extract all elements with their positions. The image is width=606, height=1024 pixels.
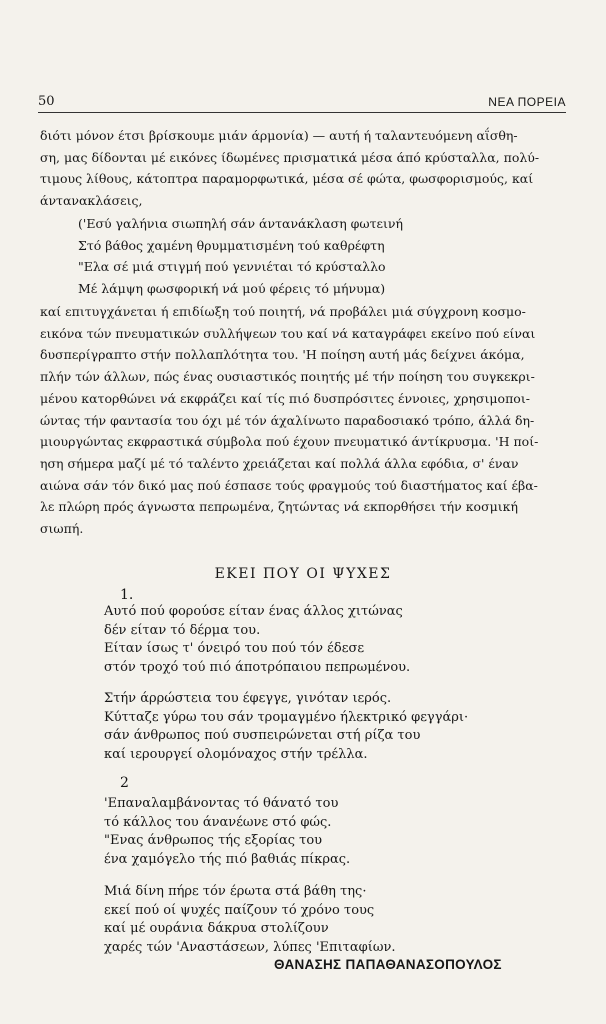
verse-line: Είταν ίσως τ' όνειρό του πού τόν έδεσε: [104, 641, 365, 657]
quoted-verse: [78, 213, 403, 299]
verse-line: Αυτό πού φορούσε είταν ένας άλλος χιτώνας: [104, 604, 403, 619]
text-line: άντανακλάσεις,: [40, 193, 143, 209]
author-signature: ΘΑΝΑΣΗΣ ΠΑΠΑΘΑΝΑΣΟΠΟΥΛΟΣ: [274, 957, 502, 972]
verse-line: καί ιερουργεί ολομόναχος στήν τρέλλα.: [104, 746, 368, 762]
verse-line: ('Εσύ γαλήνια σιωπηλή σάν άντανάκλαση φωτεινή: [78, 216, 403, 231]
paragraph-2: [40, 301, 568, 540]
verse-line: χαρές τών 'Αναστάσεων, λύπες 'Επιταφίων.: [104, 939, 396, 955]
text-line: ώντας τήν φαντασία του όχι μέ τόν άχαλίνωτο παραδοσιακό τρόπο, άλλά δη-: [40, 412, 535, 428]
paragraph-1: [40, 125, 568, 212]
page-header: [38, 92, 566, 113]
verse-line: εκεί πού οί ψυχές παίζουν τό χρόνο τους: [104, 902, 375, 918]
text-line: δυσπερίγραπτο στήν πολλαπλότητα του. 'Η ποίηση αυτή μάς δείχνει άκόμα,: [40, 347, 525, 363]
running-title: ΝΕΑ ΠΟΡΕΙΑ: [488, 95, 566, 109]
verse-line: σάν άνθρωπος πού συσπειρώνεται στή ρίζα του: [104, 728, 421, 744]
poem-title: ΕΚΕΙ ΠΟΥ ΟΙ ΨΥΧΕΣ: [214, 566, 392, 582]
text-line: ηση σήμερα μαζί μέ τό ταλέντο χρειάζεται καί πολλά άλλα εφόδια, σ' έναν: [40, 455, 519, 471]
text-line: μιουργώντας εκφραστικά σύμβολα πού έχουν πνευματικό άντίκρυσμα. 'Η ποί-: [40, 434, 539, 450]
text-line: διότι μόνον έτσι βρίσκουμε μιάν άρμονία) — αυτή ή ταλαντευόμενη αΐσθη-: [40, 128, 518, 143]
verse-line: Στό βάθος χαμένη θρυμματισμένη τού καθρέφτη: [78, 237, 385, 253]
text-line: εικόνα τών πνευματικών συλλήψεων του καί νά καταγράφει εκείνο πού είναι: [40, 325, 536, 341]
text-line: μένου κατορθώνει νά εκφράζει καί τίς πιό δυσπρόσιτες έννοιες, χρησιμοποι-: [40, 390, 530, 406]
verse-line: Μέ λάμψη φωσφορική νά μού φέρεις τό μήνυμα): [78, 280, 386, 296]
text-line: τιμους λίθους, κάτοπτρα παραμορφωτικά, μέσα σέ φώτα, φωσφορισμούς, καί: [40, 171, 534, 187]
verse-line: Στήν άρρώστεια του έφεγγε, γινόταν ιερός.: [104, 691, 392, 706]
poem-section-number: 2: [120, 775, 129, 791]
verse-line: τό κάλλος του άνανέωνε στό φώς.: [104, 814, 332, 830]
verse-line: ένα χαμόγελο τής πιό βαθιάς πίκρας.: [104, 851, 351, 867]
verse-line: 'Επαναλαμβάνοντας τό θάνατό του: [104, 796, 339, 811]
text-line: αιώνα σάν τόν δικό μας πού έσπασε τούς φραγμούς τού διαστήματος καί έβα-: [40, 477, 538, 493]
stanza: [104, 795, 350, 869]
text-line: καί επιτυγχάνεται ή επιδίωξη τού ποιητή, νά προβάλει μιά σύγχρονη κοσμο-: [40, 304, 526, 319]
verse-line: "Ελα σέ μιά στιγμή πού γεννιέται τό κρύσταλλο: [78, 259, 386, 274]
poem-section-number: 1.: [120, 587, 134, 603]
stanza: [104, 883, 395, 957]
page-number: 50: [38, 94, 55, 109]
stanza: [104, 690, 468, 764]
stanza: [104, 603, 410, 677]
verse-line: "Ενας άνθρωπος τής εξορίας του: [104, 833, 323, 849]
text-line: λε πλώρη πρός άγνωστα πεπρωμένα, ζητώντας νά εκπορθήσει τήν κοσμική: [40, 499, 518, 515]
text-line: ση, μας δίδονται μέ εικόνες ίδωμένες πρισματικά μέσα άπό κρύσταλλα, πολύ-: [40, 149, 540, 165]
verse-line: Κύτταζε γύρω του σάν τρομαγμένο ήλεκτρικό φεγγάρι·: [104, 709, 469, 725]
verse-line: δέν είταν τό δέρμα του.: [104, 622, 261, 638]
verse-line: στόν τροχό τού πιό άποτρόπαιου πεπρωμένου.: [104, 659, 411, 675]
verse-line: Μιά δίνη πήρε τόν έρωτα στά βάθη της·: [104, 884, 367, 899]
verse-line: καί μέ ουράνια δάκρυα στολίζουν: [104, 921, 329, 937]
text-line: πλήν τών άλλων, πώς ένας ουσιαστικός ποιητής μέ τήν ποίηση του συγκεκρι-: [40, 369, 535, 385]
text-line: σιωπή.: [40, 521, 84, 537]
